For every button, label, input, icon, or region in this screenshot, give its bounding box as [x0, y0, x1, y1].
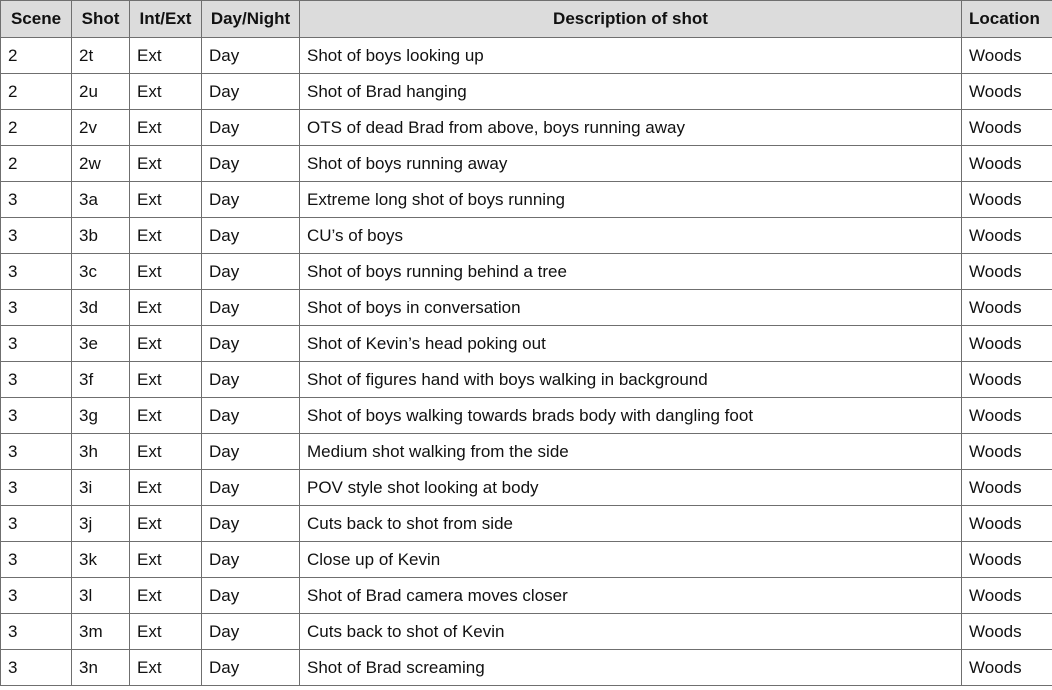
table-row [1, 434, 1052, 470]
cell-int-ext: Ext [130, 542, 202, 578]
cell-description: Cuts back to shot of Kevin [300, 614, 962, 650]
cell-day-night: Day [202, 38, 300, 74]
cell-description: CU’s of boys [300, 218, 962, 254]
cell-description: Shot of boys walking towards brads body with dangling foot [300, 398, 962, 434]
header-day-night: Day/Night [202, 1, 300, 38]
header-scene: Scene [1, 1, 72, 38]
cell-shot: 3j [72, 506, 130, 542]
cell-shot: 2u [72, 74, 130, 110]
cell-day-night: Day [202, 542, 300, 578]
cell-description: Cuts back to shot from side [300, 506, 962, 542]
table-row [1, 362, 1052, 398]
table-row [1, 578, 1052, 614]
cell-shot: 3d [72, 290, 130, 326]
table-row [1, 110, 1052, 146]
cell-location: Woods [962, 614, 1052, 650]
cell-int-ext: Ext [130, 650, 202, 686]
cell-int-ext: Ext [130, 218, 202, 254]
cell-description: Shot of boys looking up [300, 38, 962, 74]
cell-scene: 3 [1, 326, 72, 362]
cell-location: Woods [962, 434, 1052, 470]
cell-description: Shot of Brad camera moves closer [300, 578, 962, 614]
cell-day-night: Day [202, 650, 300, 686]
cell-shot: 3e [72, 326, 130, 362]
table-row [1, 326, 1052, 362]
cell-shot: 3n [72, 650, 130, 686]
cell-scene: 2 [1, 74, 72, 110]
cell-description: Shot of boys in conversation [300, 290, 962, 326]
cell-description: Shot of Brad hanging [300, 74, 962, 110]
cell-int-ext: Ext [130, 110, 202, 146]
cell-description: Shot of boys running behind a tree [300, 254, 962, 290]
cell-shot: 3g [72, 398, 130, 434]
cell-scene: 3 [1, 614, 72, 650]
cell-location: Woods [962, 182, 1052, 218]
cell-scene: 3 [1, 398, 72, 434]
cell-location: Woods [962, 506, 1052, 542]
table-row [1, 506, 1052, 542]
cell-day-night: Day [202, 254, 300, 290]
cell-int-ext: Ext [130, 470, 202, 506]
cell-location: Woods [962, 470, 1052, 506]
cell-int-ext: Ext [130, 614, 202, 650]
cell-day-night: Day [202, 182, 300, 218]
cell-int-ext: Ext [130, 290, 202, 326]
cell-day-night: Day [202, 146, 300, 182]
cell-location: Woods [962, 74, 1052, 110]
cell-scene: 3 [1, 218, 72, 254]
header-shot: Shot [72, 1, 130, 38]
cell-shot: 2w [72, 146, 130, 182]
header-description: Description of shot [300, 1, 962, 38]
table-row [1, 38, 1052, 74]
table-row [1, 74, 1052, 110]
cell-int-ext: Ext [130, 74, 202, 110]
cell-day-night: Day [202, 74, 300, 110]
cell-day-night: Day [202, 506, 300, 542]
cell-scene: 2 [1, 110, 72, 146]
cell-description: Extreme long shot of boys running [300, 182, 962, 218]
cell-location: Woods [962, 146, 1052, 182]
cell-location: Woods [962, 650, 1052, 686]
cell-scene: 3 [1, 362, 72, 398]
table-row [1, 290, 1052, 326]
cell-int-ext: Ext [130, 254, 202, 290]
cell-description: POV style shot looking at body [300, 470, 962, 506]
cell-location: Woods [962, 290, 1052, 326]
cell-shot: 3k [72, 542, 130, 578]
cell-scene: 3 [1, 254, 72, 290]
cell-shot: 3f [72, 362, 130, 398]
cell-shot: 3l [72, 578, 130, 614]
table-row [1, 182, 1052, 218]
cell-shot: 2v [72, 110, 130, 146]
cell-location: Woods [962, 326, 1052, 362]
cell-shot: 3b [72, 218, 130, 254]
cell-location: Woods [962, 362, 1052, 398]
table-row [1, 614, 1052, 650]
cell-location: Woods [962, 398, 1052, 434]
cell-description: Close up of Kevin [300, 542, 962, 578]
cell-day-night: Day [202, 614, 300, 650]
table-row [1, 470, 1052, 506]
table-row [1, 254, 1052, 290]
cell-scene: 3 [1, 542, 72, 578]
header-row [1, 1, 1052, 38]
cell-int-ext: Ext [130, 398, 202, 434]
cell-int-ext: Ext [130, 146, 202, 182]
table-row [1, 398, 1052, 434]
cell-description: Shot of Brad screaming [300, 650, 962, 686]
cell-int-ext: Ext [130, 326, 202, 362]
table-row [1, 542, 1052, 578]
cell-shot: 3m [72, 614, 130, 650]
cell-location: Woods [962, 110, 1052, 146]
cell-scene: 3 [1, 650, 72, 686]
cell-location: Woods [962, 218, 1052, 254]
cell-int-ext: Ext [130, 362, 202, 398]
cell-scene: 3 [1, 506, 72, 542]
cell-scene: 3 [1, 182, 72, 218]
cell-description: Medium shot walking from the side [300, 434, 962, 470]
cell-int-ext: Ext [130, 38, 202, 74]
cell-scene: 3 [1, 578, 72, 614]
cell-shot: 3c [72, 254, 130, 290]
cell-scene: 3 [1, 434, 72, 470]
cell-int-ext: Ext [130, 434, 202, 470]
cell-location: Woods [962, 254, 1052, 290]
cell-scene: 3 [1, 290, 72, 326]
table-body [1, 38, 1052, 686]
cell-day-night: Day [202, 218, 300, 254]
cell-description: Shot of boys running away [300, 146, 962, 182]
table-row [1, 650, 1052, 686]
cell-description: Shot of figures hand with boys walking in background [300, 362, 962, 398]
cell-day-night: Day [202, 434, 300, 470]
cell-day-night: Day [202, 578, 300, 614]
cell-int-ext: Ext [130, 578, 202, 614]
header-int-ext: Int/Ext [130, 1, 202, 38]
header-location: Location [962, 1, 1052, 38]
cell-int-ext: Ext [130, 506, 202, 542]
table-row [1, 146, 1052, 182]
cell-description: Shot of Kevin’s head poking out [300, 326, 962, 362]
cell-description: OTS of dead Brad from above, boys running away [300, 110, 962, 146]
cell-shot: 3a [72, 182, 130, 218]
table-header [1, 1, 1052, 38]
cell-shot: 3i [72, 470, 130, 506]
cell-scene: 3 [1, 470, 72, 506]
cell-location: Woods [962, 578, 1052, 614]
cell-day-night: Day [202, 290, 300, 326]
cell-scene: 2 [1, 38, 72, 74]
cell-location: Woods [962, 38, 1052, 74]
cell-day-night: Day [202, 110, 300, 146]
cell-day-night: Day [202, 362, 300, 398]
cell-shot: 3h [72, 434, 130, 470]
cell-scene: 2 [1, 146, 72, 182]
cell-int-ext: Ext [130, 182, 202, 218]
table-row [1, 218, 1052, 254]
cell-day-night: Day [202, 326, 300, 362]
cell-shot: 2t [72, 38, 130, 74]
cell-day-night: Day [202, 470, 300, 506]
cell-location: Woods [962, 542, 1052, 578]
cell-day-night: Day [202, 398, 300, 434]
